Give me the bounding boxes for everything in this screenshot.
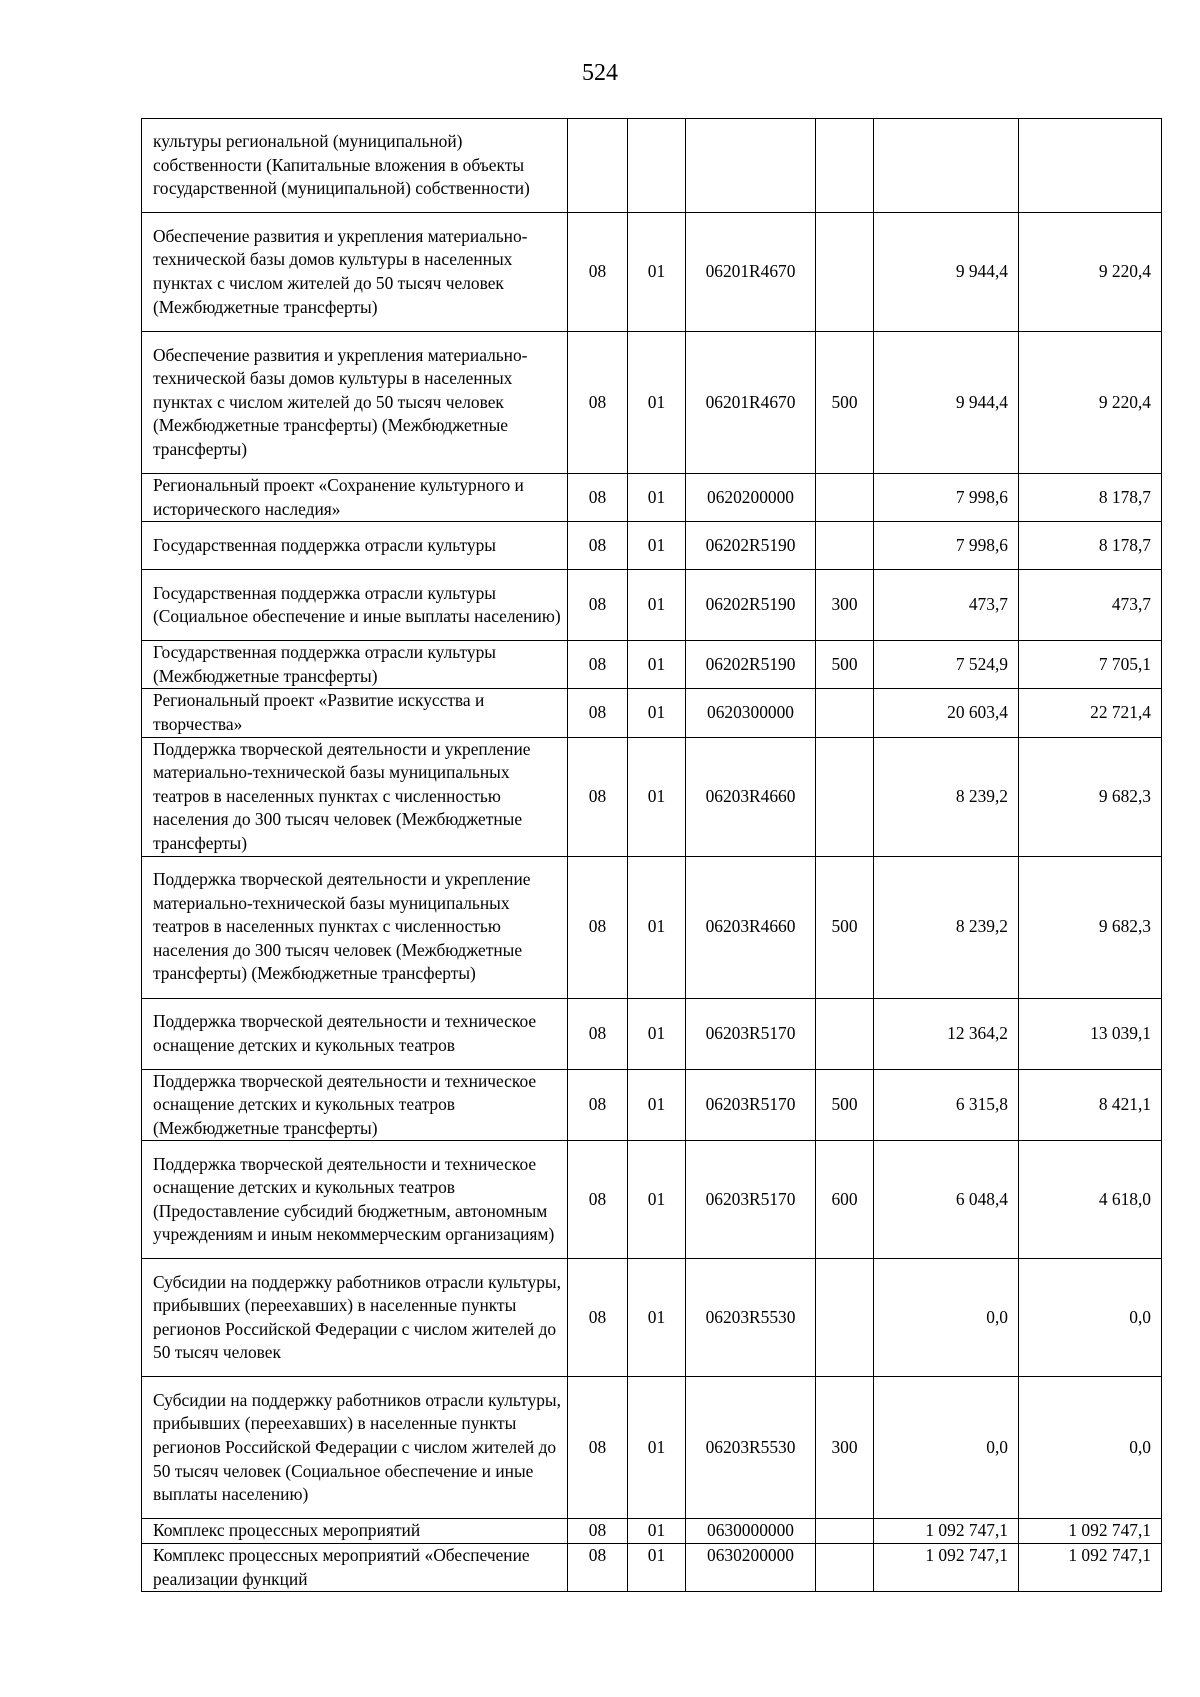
section-code: 08 [568,474,628,522]
table-row [142,998,1162,1069]
target-article-code: 06202R5190 [686,641,816,689]
amount-year-2: 8 421,1 [1019,1069,1162,1141]
row-description: Поддержка творческой деятельности и укрепление материально-технической базы муниципальных театров в населенных пунктах с численностью населения до 300 тысяч человек (Межбюджетные трансферты) [142,737,568,856]
subsection-code: 01 [628,522,686,570]
expense-type-code: 300 [816,570,874,641]
expense-type-code [816,474,874,522]
subsection-code: 01 [628,474,686,522]
page-number: 524 [582,60,618,86]
section-code: 08 [568,1377,628,1519]
section-code: 08 [568,332,628,474]
row-description: Государственная поддержка отрасли культуры [142,522,568,570]
subsection-code: 01 [628,213,686,332]
expense-type-code [816,689,874,737]
amount-year-2: 4 618,0 [1019,1141,1162,1259]
amount-year-2: 9 220,4 [1019,213,1162,332]
subsection-code: 01 [628,1069,686,1141]
table-row [142,1519,1162,1544]
subsection-code: 01 [628,332,686,474]
expense-type-code [816,737,874,856]
expense-type-code: 300 [816,1377,874,1519]
expense-type-code [816,1519,874,1544]
row-description: Региональный проект «Развитие искусства и творчества» [142,689,568,737]
target-article-code: 06203R5170 [686,1141,816,1259]
section-code: 08 [568,998,628,1069]
amount-year-1: 7 524,9 [874,641,1019,689]
table-row [142,119,1162,213]
amount-year-1: 6 315,8 [874,1069,1019,1141]
expense-type-code: 500 [816,332,874,474]
subsection-code: 01 [628,689,686,737]
amount-year-1: 1 092 747,1 [874,1519,1019,1544]
target-article-code: 06203R5170 [686,998,816,1069]
amount-year-2: 9 682,3 [1019,856,1162,998]
row-description: Поддержка творческой деятельности и техническое оснащение детских и кукольных театров [142,998,568,1069]
table-row [142,737,1162,856]
row-description: Субсидии на поддержку работников отрасли культуры, прибывших (переехавших) в населенные пункты регионов Российской Федерации с числом жителей до 50 тысяч человек [142,1259,568,1377]
subsection-code: 01 [628,1259,686,1377]
table-row [142,1543,1162,1591]
amount-year-1: 1 092 747,1 [874,1543,1019,1591]
amount-year-2: 0,0 [1019,1259,1162,1377]
amount-year-2: 0,0 [1019,1377,1162,1519]
table-row [142,332,1162,474]
amount-year-2: 8 178,7 [1019,522,1162,570]
amount-year-1 [874,119,1019,213]
section-code: 08 [568,1141,628,1259]
section-code: 08 [568,1259,628,1377]
target-article-code: 06201R4670 [686,213,816,332]
target-article-code: 0630000000 [686,1519,816,1544]
expense-type-code [816,119,874,213]
amount-year-2: 8 178,7 [1019,474,1162,522]
expense-type-code: 600 [816,1141,874,1259]
amount-year-1: 9 944,4 [874,332,1019,474]
amount-year-2: 13 039,1 [1019,998,1162,1069]
section-code: 08 [568,689,628,737]
target-article-code: 06201R4670 [686,332,816,474]
target-article-code: 0630200000 [686,1543,816,1591]
section-code: 08 [568,856,628,998]
expense-type-code [816,998,874,1069]
section-code: 08 [568,1543,628,1591]
amount-year-2: 22 721,4 [1019,689,1162,737]
section-code: 08 [568,570,628,641]
subsection-code: 01 [628,570,686,641]
expense-type-code [816,522,874,570]
subsection-code: 01 [628,856,686,998]
amount-year-2: 1 092 747,1 [1019,1519,1162,1544]
table-row [142,1069,1162,1141]
subsection-code: 01 [628,1377,686,1519]
row-description: Комплекс процессных мероприятий «Обеспечение реализации функций [142,1543,568,1591]
expense-type-code [816,1259,874,1377]
target-article-code: 0620300000 [686,689,816,737]
expense-type-code: 500 [816,1069,874,1141]
amount-year-1: 0,0 [874,1377,1019,1519]
amount-year-2: 7 705,1 [1019,641,1162,689]
row-description: Государственная поддержка отрасли культуры (Межбюджетные трансферты) [142,641,568,689]
target-article-code [686,119,816,213]
section-code: 08 [568,522,628,570]
table-row [142,213,1162,332]
amount-year-1: 7 998,6 [874,522,1019,570]
subsection-code: 01 [628,1519,686,1544]
budget-table-body [142,119,1162,1592]
subsection-code: 01 [628,1141,686,1259]
table-row [142,570,1162,641]
amount-year-2: 9 220,4 [1019,332,1162,474]
amount-year-2: 9 682,3 [1019,737,1162,856]
expense-type-code [816,1543,874,1591]
expense-type-code: 500 [816,641,874,689]
table-row [142,641,1162,689]
row-description: культуры региональной (муниципальной) собственности (Капитальные вложения в объекты государственной (муниципальной) собственности) [142,119,568,213]
row-description: Поддержка творческой деятельности и техническое оснащение детских и кукольных театров (Межбюджетные трансферты) [142,1069,568,1141]
subsection-code: 01 [628,998,686,1069]
amount-year-1: 8 239,2 [874,856,1019,998]
table-row [142,474,1162,522]
row-description: Субсидии на поддержку работников отрасли культуры, прибывших (переехавших) в населенные пункты регионов Российской Федерации с числом жителей до 50 тысяч человек (Социальное обеспечение и иные выплаты населению) [142,1377,568,1519]
section-code: 08 [568,1069,628,1141]
table-row [142,1377,1162,1519]
amount-year-1: 7 998,6 [874,474,1019,522]
row-description: Поддержка творческой деятельности и техническое оснащение детских и кукольных театров (Предоставление субсидий бюджетным, автономным учреждениям и иным некоммерческим организациям) [142,1141,568,1259]
target-article-code: 06202R5190 [686,570,816,641]
table-row [142,1141,1162,1259]
table-row [142,1259,1162,1377]
target-article-code: 06202R5190 [686,522,816,570]
subsection-code [628,119,686,213]
target-article-code: 06203R5530 [686,1377,816,1519]
target-article-code: 0620200000 [686,474,816,522]
amount-year-1: 0,0 [874,1259,1019,1377]
target-article-code: 06203R4660 [686,737,816,856]
amount-year-1: 8 239,2 [874,737,1019,856]
table-row [142,689,1162,737]
amount-year-2 [1019,119,1162,213]
row-description: Поддержка творческой деятельности и укрепление материально-технической базы муниципальных театров в населенных пунктах с численностью населения до 300 тысяч человек (Межбюджетные трансферты) (Межбюджетные трансферты) [142,856,568,998]
expense-type-code [816,213,874,332]
row-description: Государственная поддержка отрасли культуры (Социальное обеспечение и иные выплаты населению) [142,570,568,641]
target-article-code: 06203R5170 [686,1069,816,1141]
amount-year-2: 1 092 747,1 [1019,1543,1162,1591]
amount-year-1: 6 048,4 [874,1141,1019,1259]
amount-year-2: 473,7 [1019,570,1162,641]
row-description: Обеспечение развития и укрепления материально-технической базы домов культуры в населенных пунктах с числом жителей до 50 тысяч человек (Межбюджетные трансферты) [142,213,568,332]
budget-table [141,118,1162,1592]
row-description: Обеспечение развития и укрепления материально-технической базы домов культуры в населенных пунктах с числом жителей до 50 тысяч человек (Межбюджетные трансферты) (Межбюджетные трансферты) [142,332,568,474]
subsection-code: 01 [628,737,686,856]
subsection-code: 01 [628,1543,686,1591]
section-code [568,119,628,213]
table-row [142,856,1162,998]
table-row [142,522,1162,570]
expense-type-code: 500 [816,856,874,998]
amount-year-1: 473,7 [874,570,1019,641]
subsection-code: 01 [628,641,686,689]
target-article-code: 06203R4660 [686,856,816,998]
section-code: 08 [568,1519,628,1544]
amount-year-1: 12 364,2 [874,998,1019,1069]
section-code: 08 [568,641,628,689]
row-description: Комплекс процессных мероприятий [142,1519,568,1544]
section-code: 08 [568,737,628,856]
amount-year-1: 20 603,4 [874,689,1019,737]
section-code: 08 [568,213,628,332]
row-description: Региональный проект «Сохранение культурного и исторического наследия» [142,474,568,522]
amount-year-1: 9 944,4 [874,213,1019,332]
target-article-code: 06203R5530 [686,1259,816,1377]
